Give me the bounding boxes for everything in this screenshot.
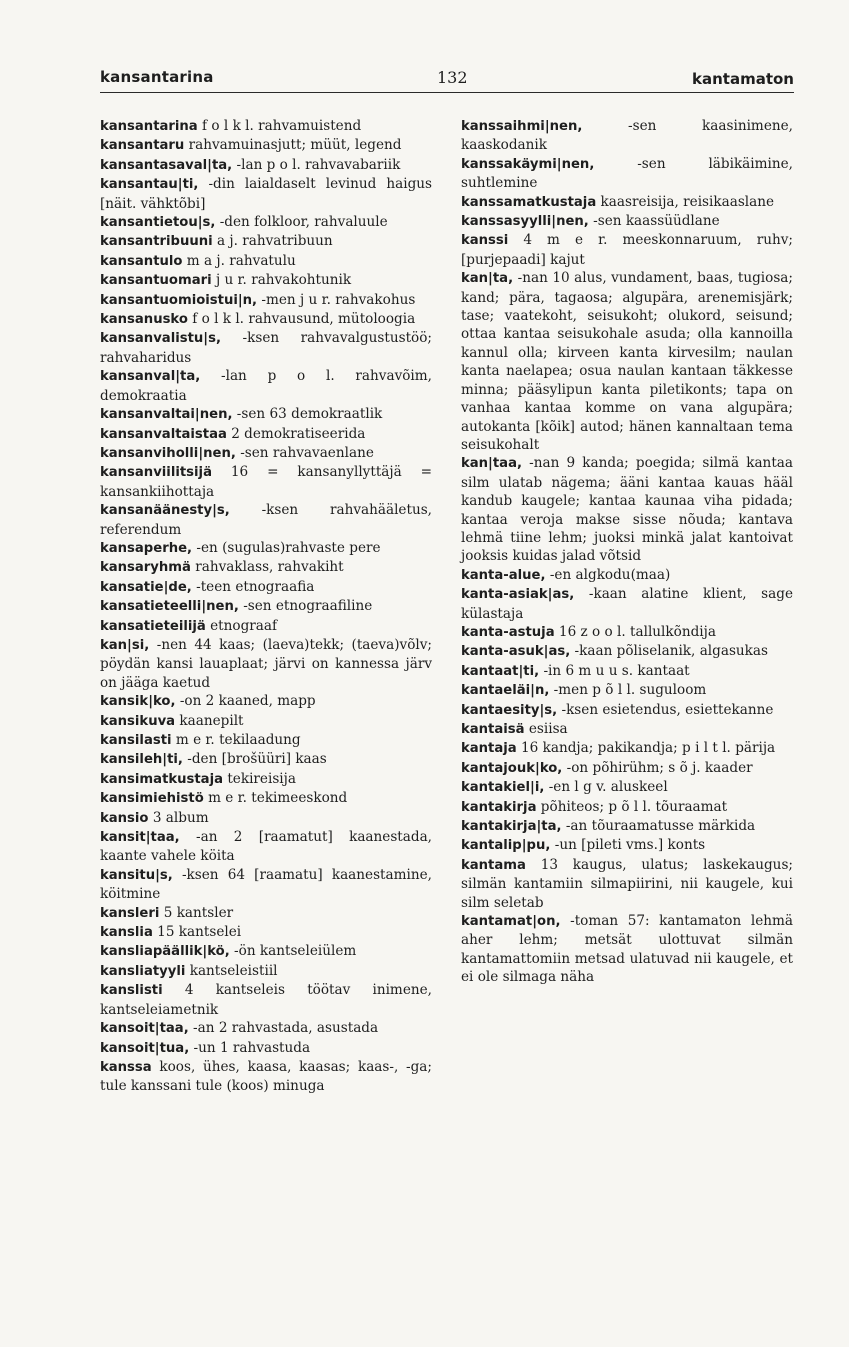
entry-headword: kantaisä (461, 722, 525, 737)
dictionary-entry (100, 156, 432, 175)
entry-definition: m e r. tekimeeskond (203, 790, 348, 807)
dictionary-entry (100, 809, 432, 828)
entry-definition: -an tõuraamatusse märkida (561, 818, 756, 835)
entry-headword: kansleri (100, 905, 160, 921)
dictionary-entry (100, 405, 432, 424)
entry-headword: kan|si, (100, 637, 150, 653)
entry-headword: kansimatkustaja (100, 771, 224, 787)
entry-headword: kansantarina (100, 119, 198, 134)
page-number: 132 (437, 68, 468, 87)
entry-headword: kansoit|taa, (100, 1021, 189, 1037)
entry-headword: kansitu|s, (100, 867, 173, 883)
dictionary-entry (461, 817, 793, 836)
dictionary-entry (461, 739, 793, 758)
dictionary-entry (461, 912, 793, 987)
entry-headword: kan|taa, (461, 456, 522, 472)
dictionary-entry (100, 252, 432, 271)
dictionary-entry (100, 367, 432, 405)
dictionary-entry (461, 231, 793, 269)
entry-definition: -lan p o l. rahvavabariik (232, 156, 401, 173)
dictionary-entry (100, 558, 432, 577)
entry-headword: kansantuomioistui|n, (100, 292, 258, 308)
entry-definition: 16 z o o l. tallulkõndija (554, 623, 716, 640)
entry-headword: kanta-asiak|as, (461, 587, 575, 603)
entry-definition: -sen kaassüüdlane (588, 213, 720, 230)
entry-headword: kanta-asuk|as, (461, 644, 571, 660)
entry-definition: j u r. rahvakohtunik (211, 272, 352, 289)
header-last-word: kantamaton (692, 70, 794, 88)
entry-headword: kanssamatkustaja (461, 194, 597, 210)
entry-headword: kantalip|pu, (461, 838, 551, 854)
dictionary-entry (100, 923, 432, 942)
dictionary-entry (461, 155, 793, 193)
entry-headword: kantaesity|s, (461, 702, 558, 718)
entry-definition: f o l k l. rahvausund, mütoloogia (187, 311, 416, 328)
entry-definition: -on 2 kaaned, mapp (175, 693, 316, 710)
entry-definition: -sen etnograafiline (238, 598, 373, 615)
dictionary-entry (461, 856, 793, 912)
entry-headword: kanssi (461, 233, 509, 249)
entry-headword: kansanviholli|nen, (100, 445, 236, 461)
entry-definition: etnograaf (205, 617, 278, 634)
entry-headword: kansantribuuni (100, 234, 213, 250)
entry-headword: kansantasaval|ta, (100, 157, 233, 173)
dictionary-entry (100, 271, 432, 290)
entry-definition: m e r. tekilaadung (171, 732, 301, 748)
dictionary-entry (100, 617, 432, 636)
entry-definition: -den folkloor, rahvaluule (215, 214, 388, 231)
dictionary-entry (100, 636, 432, 692)
left-column (100, 117, 432, 1096)
dictionary-entry (100, 712, 432, 731)
entry-definition: -kaan põliselanik, algasukas (570, 643, 768, 660)
dictionary-entry (100, 1058, 432, 1096)
dictionary-entry (100, 904, 432, 923)
entry-headword: kansantau|ti, (100, 177, 199, 193)
entry-headword: kanssaihmi|nen, (461, 119, 583, 134)
entry-definition: -men p õ l l. suguloom (549, 682, 707, 699)
dictionary-entry (461, 642, 793, 661)
entry-definition: -kaan alatine klient, sage külastaja (461, 586, 793, 622)
entry-definition: rahvamuinasjutt; müüt, legend (184, 137, 402, 154)
dictionary-entry (461, 759, 793, 778)
entry-definition: f o l k l. rahvamuistend (197, 118, 362, 134)
entry-definition: -ön kantseleiülem (229, 943, 357, 960)
dictionary-entry (100, 425, 432, 444)
dictionary-entry (100, 942, 432, 961)
entry-headword: kansik|ko, (100, 694, 176, 710)
entry-definition: -un 1 rahvastuda (189, 1039, 311, 1056)
entry-headword: kansatieteilijä (100, 618, 206, 634)
entry-headword: kantakiel|i, (461, 780, 545, 796)
dictionary-entry (100, 692, 432, 711)
dictionary-entry (100, 291, 432, 310)
entry-definition: -en (sugulas)rahvaste pere (192, 539, 381, 556)
entry-definition: -nan 9 kanda; poegida; silmä kantaa silm ulatab nägema; ääni kantaa kauas hääl kandub kaugele; kantaa kaunaa viha pidada; kantaa veroja makse sisse nõuda; kantava lehmä tiine lehm; juoksi minkä jalat kantoivat jooksis kuidas jalad võtsid (461, 455, 793, 565)
entry-headword: kantama (461, 857, 526, 873)
dictionary-entry (461, 454, 793, 565)
dictionary-entry (461, 212, 793, 231)
entry-headword: kansantuomari (100, 273, 212, 289)
entry-headword: kantajouk|ko, (461, 760, 563, 776)
entry-headword: kansanviilitsijä (100, 465, 212, 481)
entry-headword: kansimiehistö (100, 791, 204, 807)
entry-definition: -toman 57: kantamaton lehmä aher lehm; metsät ulottuvat silmän kantamattomiin metsad ulatuvad nii kaugele, et ei ole silmaga näha (461, 913, 793, 986)
entry-headword: kansoit|tua, (100, 1040, 190, 1056)
entry-headword: kanslisti (100, 983, 163, 999)
dictionary-entry (100, 232, 432, 251)
dictionary-entry (100, 770, 432, 789)
entry-definition: 13 kaugus, ulatus; laskekaugus; silmän kantamiin silmapiirini, nii kaugele, kui silm seletab (461, 856, 793, 911)
dictionary-entry (100, 981, 432, 1019)
entry-definition: -en algkodu(maa) (545, 566, 671, 583)
dictionary-entry (100, 578, 432, 597)
dictionary-entry (100, 789, 432, 808)
dictionary-entry (461, 720, 793, 739)
entry-headword: kansantulo (100, 253, 183, 269)
entry-definition: a j. rahvatribuun (212, 233, 333, 250)
dictionary-entry (100, 1039, 432, 1058)
entry-headword: kanssasyylli|nen, (461, 214, 589, 230)
entry-definition: -on põhirühm; s õ j. kaader (562, 759, 753, 776)
dictionary-entry (100, 539, 432, 558)
entry-headword: kansatie|de, (100, 579, 192, 595)
dictionary-entry (100, 310, 432, 329)
dictionary-entry (100, 1019, 432, 1038)
entry-headword: kantakirja (461, 799, 537, 815)
entry-definition: -ksen rahvavalgustustöö; rahvaharidus (100, 330, 432, 366)
entry-definition: -ksen rahvahääletus, referendum (100, 502, 432, 538)
entry-headword: kansanval|ta, (100, 369, 201, 385)
entry-definition: 2 demokratiseerida (226, 425, 366, 442)
entry-definition: -un [pileti vms.] konts (550, 837, 706, 854)
dictionary-entry (100, 463, 432, 501)
entry-definition: -lan p o l. rahvavõim, demokraatia (100, 368, 432, 404)
dictionary-entry (461, 701, 793, 720)
entry-definition: -men j u r. rahvakohus (257, 291, 416, 308)
entry-headword: kan|ta, (461, 271, 514, 287)
entry-headword: kanssa (100, 1059, 152, 1075)
entry-definition: -an 2 [raamatut] kaanestada, kaante vahele köita (100, 829, 432, 865)
entry-headword: kansantietou|s, (100, 215, 216, 231)
entry-headword: kantaja (461, 741, 517, 757)
dictionary-entry (461, 269, 793, 454)
entry-definition: -sen kaasinimene, kaaskodanik (461, 118, 793, 154)
dictionary-entry (100, 136, 432, 155)
dictionary-entry (461, 798, 793, 817)
entry-definition: 4 m e r. meeskonnaruum, ruhv; [purjepaadi] kajut (461, 232, 793, 268)
entry-headword: kanta-astuja (461, 624, 555, 640)
entry-definition: -nan 10 alus, vundament, baas, tugiosa; kand; pära, tagaosa; algupära, arenemisjärk; tase; vaatekoht, seisukoht; olukord, seisund; ottaa kantaa seisukohale asuda; olla kannoilla kannul olla; kirveen kanta kirvesilm; naulan kanta naelapea; osua naulan kantaan täkkesse minna; pääsylipun kanta piletikonts; tapa on vanhaa kantaa komme on vana algupära; autokanta [kõik] autod; hänen kannaltaan tema seisukohalt (461, 270, 793, 453)
entry-definition: 5 kantsler (159, 904, 234, 921)
header-first-word: kansantarina (100, 68, 214, 86)
entry-headword: kansaryhmä (100, 560, 191, 576)
entry-headword: kansatieteelli|nen, (100, 599, 239, 615)
entry-headword: kansio (100, 810, 149, 826)
entry-headword: kanslia (100, 925, 153, 941)
dictionary-entry (100, 175, 432, 213)
entry-definition: m a j. rahvatulu (182, 252, 296, 269)
entry-definition: -den [brošüüri] kaas (182, 751, 327, 768)
dictionary-entry (100, 117, 432, 136)
dictionary-entry (461, 662, 793, 681)
dictionary-entry (461, 566, 793, 585)
dictionary-entry (100, 329, 432, 367)
entry-headword: kansliatyyli (100, 963, 186, 979)
entry-definition: -sen rahvavaenlane (235, 444, 374, 461)
dictionary-entry (100, 731, 432, 750)
entry-headword: kantaeläi|n, (461, 683, 550, 699)
entry-definition: tekireisija (223, 770, 296, 787)
entry-headword: kansanäänesty|s, (100, 503, 230, 519)
entry-definition: -din laialdaselt levinud haigus [näit. vähktõbi] (100, 176, 432, 212)
entry-definition: -ksen 64 [raamatu] kaanestamine, köitmine (100, 866, 432, 903)
dictionary-entry (461, 681, 793, 700)
entry-headword: kansilasti (100, 733, 172, 748)
dictionary-entry (100, 444, 432, 463)
dictionary-entry (461, 836, 793, 855)
dictionary-entry (100, 750, 432, 769)
entry-definition: kaanepilt (175, 712, 244, 729)
entry-headword: kansanvaltaistaa (100, 426, 227, 442)
dictionary-entry (100, 597, 432, 616)
entry-definition: -sen 63 demokraatlik (232, 406, 383, 423)
entry-headword: kansileh|ti, (100, 752, 183, 768)
entry-definition: rahvaklass, rahvakiht (190, 559, 344, 576)
entry-definition: -an 2 rahvastada, asustada (188, 1020, 379, 1037)
entry-headword: kansikuva (100, 713, 176, 729)
entry-definition: -sen läbikäimine, suhtlemine (461, 155, 793, 192)
dictionary-entry (461, 193, 793, 212)
entry-definition: -nen 44 kaas; (laeva)tekk; (taeva)võlv; pöydän kansi lauaplaat; järvi on kannessa järv on jääga kaetud (100, 636, 432, 691)
entry-headword: kansanusko (100, 312, 188, 328)
entry-definition: koos, ühes, kaasa, kaasas; kaas-, -ga; tule kanssani tule (koos) minuga (100, 1058, 432, 1095)
entry-headword: kansaperhe, (100, 540, 193, 556)
entry-headword: kantaat|ti, (461, 663, 540, 679)
dictionary-entry (461, 778, 793, 797)
entry-definition: 16 kandja; pakikandja; p i l t l. pärija (516, 740, 776, 757)
entry-definition: -en l g v. aluskeel (544, 779, 668, 796)
entry-definition: kaasreisija, reisikaaslane (596, 193, 775, 210)
entry-definition: 15 kantselei (152, 924, 242, 941)
entry-headword: kantamat|on, (461, 914, 561, 930)
entry-definition: 4 kantseleis töötav inimene, kantseleiametnik (100, 982, 432, 1018)
entry-headword: kansanvaltai|nen, (100, 407, 233, 423)
dictionary-entry (100, 962, 432, 981)
entry-headword: kansanvalistu|s, (100, 331, 221, 347)
entry-definition: -teen etnograafia (191, 578, 315, 595)
entry-definition: 3 album (148, 809, 209, 826)
entry-headword: kantakirja|ta, (461, 819, 562, 835)
entry-headword: kanssakäymi|nen, (461, 156, 595, 172)
entry-definition: 16 = kansanyllyttäjä = kansankiihottaja (100, 464, 432, 500)
entry-definition: -in 6 m u u s. kantaat (539, 662, 690, 679)
dictionary-entry (100, 828, 432, 866)
entry-definition: kantseleistiil (185, 962, 278, 979)
dictionary-entry (461, 117, 793, 155)
entry-headword: kansit|taa, (100, 830, 180, 846)
dictionary-entry (100, 866, 432, 904)
entry-headword: kansliapäällik|kö, (100, 944, 230, 960)
page-header (100, 62, 794, 93)
entry-definition: põhiteos; p õ l l. tõuraamat (536, 798, 728, 815)
entry-definition: -ksen esietendus, esiettekanne (557, 701, 774, 718)
dictionary-entry (461, 623, 793, 642)
entry-headword: kanta-alue, (461, 567, 546, 583)
dictionary-entry (100, 501, 432, 539)
dictionary-entry (100, 213, 432, 232)
dictionary-entry (461, 585, 793, 623)
entry-headword: kansantaru (100, 138, 185, 154)
right-column (461, 117, 793, 987)
entry-definition: esiisa (524, 721, 568, 737)
